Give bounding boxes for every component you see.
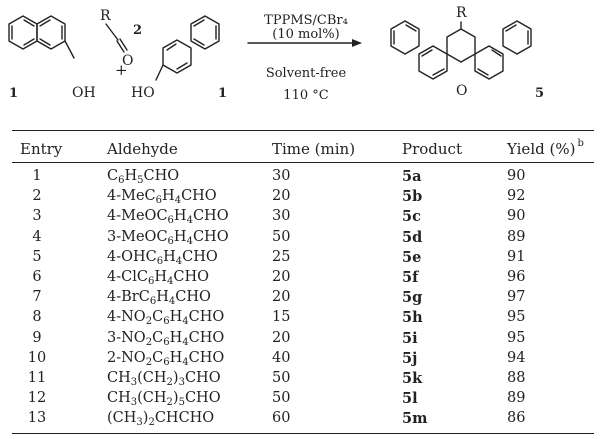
- yield-cell: 90: [507, 208, 526, 225]
- aldehyde-oxygen-label: O: [122, 53, 134, 69]
- header-yield: [507, 140, 584, 158]
- table-row: [0, 188, 606, 208]
- solvent-label: Solvent-free: [265, 66, 347, 81]
- yield-cell: 86: [507, 410, 526, 427]
- arrow-head: [352, 39, 362, 47]
- entry-cell: 13: [27, 410, 47, 427]
- table-row: [0, 168, 606, 188]
- ho-label: HO: [131, 85, 155, 101]
- compound-2-label: 2: [133, 23, 143, 38]
- aldehyde-cell: $3-NO_2C_6H_4CHO$: [107, 329, 225, 348]
- table-row: [0, 410, 606, 430]
- reaction-scheme: [0, 0, 606, 120]
- product-cell: 5e: [402, 248, 422, 266]
- product-cell: 5h: [402, 309, 423, 327]
- aldehyde-cell: $2-NO_2C_6H_4CHO$: [107, 349, 225, 368]
- oh-label: OH: [72, 85, 96, 101]
- yield-footnote-marker: b: [577, 138, 584, 149]
- compound-1-label-right: 1: [218, 86, 228, 101]
- product-cell: 5l: [402, 390, 418, 408]
- entry-cell: 10: [27, 349, 47, 366]
- table-row: [0, 330, 606, 350]
- catalyst-loading-label: (10 mol%): [272, 27, 340, 42]
- entry-cell: 2: [32, 188, 42, 205]
- time-cell: 50: [272, 228, 291, 245]
- table-row: [0, 249, 606, 269]
- entry-cell: 9: [32, 329, 42, 346]
- entry-cell: 5: [32, 248, 42, 265]
- aldehyde-cell: $4-MeOC_6H_4CHO$: [107, 208, 229, 227]
- yield-cell: 92: [507, 188, 526, 205]
- table-row: [0, 309, 606, 329]
- entry-cell: 7: [32, 289, 42, 306]
- yield-cell: 88: [507, 369, 526, 386]
- product-cell: 5c: [402, 208, 421, 226]
- table-row: [0, 350, 606, 370]
- yield-cell: 97: [507, 289, 526, 306]
- product-cell: 5i: [402, 329, 418, 347]
- table-row: [0, 289, 606, 309]
- time-cell: 20: [272, 289, 291, 306]
- entry-cell: 1: [32, 168, 42, 184]
- product-cell: 5j: [402, 349, 418, 367]
- time-cell: 25: [272, 248, 291, 265]
- aldehyde-cell: $C_6H_5CHO$: [107, 168, 180, 186]
- yield-cell: 95: [507, 309, 526, 326]
- table-row: [0, 269, 606, 289]
- compound-5-label: 5: [535, 86, 545, 101]
- temperature-label: 110 °C: [283, 88, 329, 103]
- aldehyde-cell: $4-BrC_6H_4CHO$: [107, 289, 211, 308]
- time-cell: 50: [272, 390, 291, 407]
- table-header-rule: [12, 162, 594, 163]
- naphthol-left-structure: [9, 16, 74, 58]
- aldehyde-cell: $4-MeC_6H_4CHO$: [107, 188, 217, 207]
- r-group-label-reagent: R: [100, 8, 111, 24]
- time-cell: 50: [272, 369, 291, 386]
- time-cell: 60: [272, 410, 291, 427]
- yield-cell: 91: [507, 248, 526, 265]
- product-cell: 5b: [402, 188, 423, 206]
- aldehyde-cell: $CH_3(CH_2)_3CHO$: [107, 369, 221, 388]
- time-cell: 30: [272, 208, 291, 225]
- time-cell: 40: [272, 349, 291, 366]
- entry-cell: 12: [27, 390, 47, 407]
- product-cell: 5k: [402, 369, 423, 387]
- aldehyde-cell: $CH_3(CH_2)_5CHO$: [107, 390, 221, 409]
- yield-cell: 95: [507, 329, 526, 346]
- aldehyde-structure: [106, 24, 127, 52]
- aldehyde-cell: $(CH_3)_2CHCHO$: [107, 410, 215, 429]
- yield-cell: 89: [507, 228, 526, 245]
- product-cell: 5a: [402, 168, 422, 185]
- entry-cell: 4: [32, 228, 42, 245]
- time-cell: 20: [272, 329, 291, 346]
- product-cell: 5d: [402, 228, 423, 246]
- aldehyde-cell: $4-NO_2C_6H_4CHO$: [107, 309, 225, 328]
- table-bottom-rule: [12, 433, 594, 434]
- header-product: Product: [402, 140, 462, 158]
- table-row: [0, 370, 606, 390]
- catalyst-label: TPPMS/CBr₄: [264, 13, 348, 28]
- product-cell: 5m: [402, 410, 428, 428]
- table-row: [0, 229, 606, 249]
- plus-sign: +: [115, 61, 128, 79]
- xanthene-product-structure: [391, 21, 531, 79]
- header-entry: Entry: [20, 140, 63, 158]
- aldehyde-cell: $4-ClC_6H_4CHO$: [107, 268, 209, 287]
- header-aldehyde: Aldehyde: [107, 140, 178, 158]
- table-row: [0, 208, 606, 228]
- time-cell: 20: [272, 268, 291, 285]
- ring-oxygen-label: O: [456, 83, 468, 99]
- entry-cell: 6: [32, 268, 42, 285]
- time-cell: 20: [272, 188, 291, 205]
- entry-cell: 8: [32, 309, 42, 326]
- yield-cell: 90: [507, 168, 526, 184]
- aldehyde-cell: $4-OHC_6H_4CHO$: [107, 248, 218, 267]
- compound-1-label-left: 1: [9, 86, 19, 101]
- r-group-label-product: R: [456, 5, 467, 21]
- header-yield-label: Yield (%): [507, 140, 576, 158]
- yield-cell: 94: [507, 349, 526, 366]
- yield-cell: 89: [507, 390, 526, 407]
- header-time: Time (min): [272, 140, 356, 158]
- table-body: [0, 168, 606, 430]
- table-row: [0, 390, 606, 410]
- yield-cell: 96: [507, 268, 526, 285]
- time-cell: 30: [272, 168, 291, 184]
- time-cell: 15: [272, 309, 291, 326]
- aldehyde-cell: $3-MeOC_6H_4CHO$: [107, 228, 229, 247]
- table-top-rule: [12, 130, 594, 131]
- product-cell: 5f: [402, 268, 419, 286]
- entry-cell: 3: [32, 208, 42, 225]
- naphthol-right-structure: [156, 16, 219, 80]
- product-cell: 5g: [402, 289, 423, 307]
- entry-cell: 11: [27, 369, 47, 386]
